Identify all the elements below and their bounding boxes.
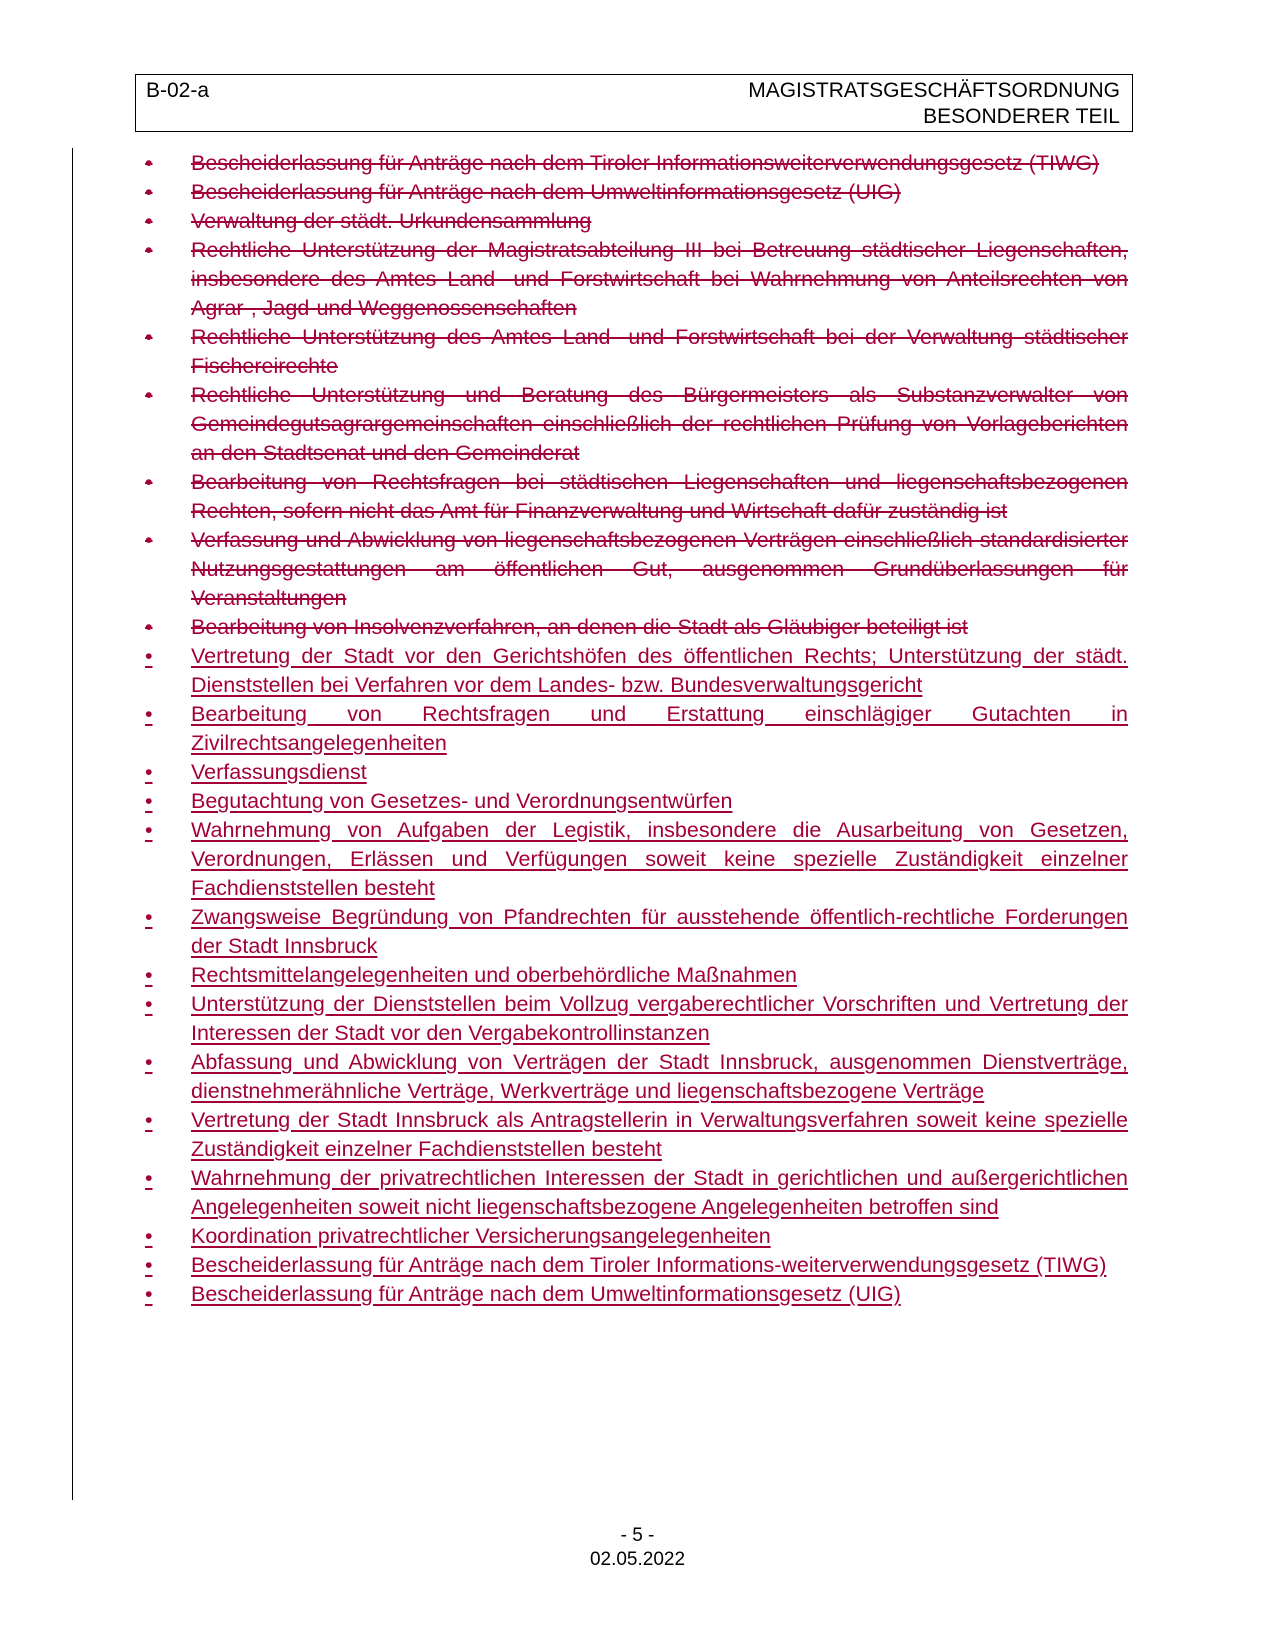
inserted-list-item <box>145 1251 1128 1280</box>
bullet-icon: • <box>145 1108 153 1132</box>
inserted-list-item <box>145 758 1128 787</box>
inserted-item-text: Zwangsweise Begründung von Pfandrechten für ausstehende öffentlich-rechtliche Forderungen der Stadt Innsbruck <box>191 905 1128 958</box>
inserted-item-text: Wahrnehmung der privatrechtlichen Interessen der Stadt in gerichtlichen und außergerichtlichen Angelegenheiten soweit nicht liegenschaftsbezogene Angelegenheiten betroffen sind <box>191 1166 1128 1219</box>
deleted-list-item <box>145 613 1128 642</box>
page-header <box>135 74 1133 132</box>
bullet-icon: • <box>145 789 153 813</box>
bullet-icon: • <box>145 760 153 784</box>
inserted-list-item <box>145 700 1128 758</box>
task-list <box>145 149 1128 1309</box>
page-footer <box>0 1524 1275 1572</box>
bullet-icon: • <box>145 702 153 726</box>
inserted-item-text: Wahrnehmung von Aufgaben der Legistik, insbesondere die Ausarbeitung von Gesetzen, Verordnungen, Erlässen und Verfügungen soweit keine spezielle Zuständigkeit einzelner Fachdienststellen besteht <box>191 818 1128 900</box>
bullet-icon: • <box>145 470 153 494</box>
bullet-icon: • <box>145 1224 153 1248</box>
inserted-item-text: Rechtsmittelangelegenheiten und oberbehördliche Maßnahmen <box>191 963 797 987</box>
inserted-item-text: Abfassung und Abwicklung von Verträgen der Stadt Innsbruck, ausgenommen Dienstverträge, dienstnehmerähnliche Verträge, Werkverträge und liegenschaftsbezogene Verträge <box>191 1050 1128 1103</box>
bullet-icon: • <box>145 1282 153 1306</box>
inserted-list-item <box>145 1280 1128 1309</box>
inserted-list-item <box>145 1222 1128 1251</box>
bullet-icon: • <box>145 383 153 407</box>
inserted-list-item <box>145 1048 1128 1106</box>
bullet-icon: • <box>145 1253 153 1277</box>
deleted-list-item <box>145 526 1128 613</box>
inserted-list-item <box>145 1164 1128 1222</box>
footer-date: 02.05.2022 <box>589 1549 686 1570</box>
inserted-list-item <box>145 1106 1128 1164</box>
change-bar <box>72 148 73 1500</box>
bullet-icon: • <box>145 1050 153 1074</box>
deleted-item-text: Bescheiderlassung für Anträge nach dem Tiroler Informationsweiterverwendungsgesetz (TIWG) <box>191 151 1100 175</box>
document-title-line1: MAGISTRATSGESCHÄFTSORDNUNG <box>748 79 1120 102</box>
bullet-icon: • <box>145 238 153 262</box>
deleted-item-text: Rechtliche Unterstützung und Beratung des Bürgermeisters als Substanzverwalter von Gemeindegutsagrargemeinschaften einschließlich der rechtlichen Prüfung von Vorlageberichten an den Stadtsenat und den Gemeinderat <box>191 383 1128 465</box>
inserted-item-text: Koordination privatrechtlicher Versicherungsangelegenheiten <box>191 1224 771 1248</box>
inserted-list-item <box>145 990 1128 1048</box>
bullet-icon: • <box>145 209 153 233</box>
inserted-item-text: Bescheiderlassung für Anträge nach dem Tiroler Informations-weiterverwendungsgesetz (TIWG) <box>191 1253 1107 1277</box>
bullet-icon: • <box>145 905 153 929</box>
inserted-list-item <box>145 642 1128 700</box>
bullet-icon: • <box>145 151 153 175</box>
inserted-list-item <box>145 816 1128 903</box>
document-title <box>748 78 1120 130</box>
bullet-icon: • <box>145 615 153 639</box>
bullet-icon: • <box>145 963 153 987</box>
bullet-icon: • <box>145 180 153 204</box>
inserted-item-text: Begutachtung von Gesetzes- und Verordnungsentwürfen <box>191 789 733 813</box>
bullet-icon: • <box>145 325 153 349</box>
inserted-item-text: Unterstützung der Dienststellen beim Vollzug vergaberechtlicher Vorschriften und Vertretung der Interessen der Stadt vor den Vergabekontrollinstanzen <box>191 992 1128 1045</box>
deleted-list-item <box>145 323 1128 381</box>
deleted-list-item <box>145 149 1128 178</box>
inserted-item-text: Bescheiderlassung für Anträge nach dem Umweltinformationsgesetz (UIG) <box>191 1282 901 1306</box>
deleted-item-text: Verfassung und Abwicklung von liegenschaftsbezogenen Verträgen einschließlich standardisierter Nutzungsgestattungen am öffentlichen Gut, ausgenommen Grundüberlassungen für Veranstaltungen <box>191 528 1128 610</box>
bullet-icon: • <box>145 528 153 552</box>
inserted-list-item <box>145 787 1128 816</box>
inserted-list-item <box>145 961 1128 990</box>
bullet-icon: • <box>145 992 153 1016</box>
inserted-item-text: Verfassungsdienst <box>191 760 367 784</box>
page-number: - 5 - <box>620 1525 655 1546</box>
document-title-line2: BESONDERER TEIL <box>923 105 1120 128</box>
bullet-icon: • <box>145 818 153 842</box>
deleted-list-item <box>145 207 1128 236</box>
deleted-item-text: Verwaltung der städt. Urkundensammlung <box>191 209 592 233</box>
deleted-item-text: Rechtliche Unterstützung des Amtes Land- und Forstwirtschaft bei der Verwaltung städtischer Fischereirechte <box>191 325 1128 378</box>
inserted-list-item <box>145 903 1128 961</box>
deleted-list-item <box>145 178 1128 207</box>
inserted-item-text: Vertretung der Stadt vor den Gerichtshöfen des öffentlichen Rechts; Unterstützung der städt. Dienststellen bei Verfahren vor dem Landes- bzw. Bundesverwaltungsgericht <box>191 644 1128 697</box>
deleted-list-item <box>145 236 1128 323</box>
bullet-icon: • <box>145 1166 153 1190</box>
deleted-item-text: Bearbeitung von Insolvenzverfahren, an denen die Stadt als Gläubiger beteiligt ist <box>191 615 968 639</box>
deleted-list-item <box>145 381 1128 468</box>
deleted-item-text: Bearbeitung von Rechtsfragen bei städtischen Liegenschaften und liegenschaftsbezogenen Rechten, sofern nicht das Amt für Finanzverwaltung und Wirtschaft dafür zuständig ist <box>191 470 1128 523</box>
inserted-item-text: Vertretung der Stadt Innsbruck als Antragstellerin in Verwaltungsverfahren soweit keine spezielle Zuständigkeit einzelner Fachdienststellen besteht <box>191 1108 1128 1161</box>
inserted-item-text: Bearbeitung von Rechtsfragen und Erstattung einschlägiger Gutachten in Zivilrechtsangelegenheiten <box>191 702 1128 755</box>
document-code: B-02-a <box>146 79 210 102</box>
deleted-item-text: Rechtliche Unterstützung der Magistratsabteilung III bei Betreuung städtischer Liegenschaften, insbesondere des Amtes Land- und Forstwirtschaft bei Wahrnehmung von Anteilsrechten von Agrar-, Jagd-und Weggenossenschaften <box>191 238 1128 320</box>
bullet-icon: • <box>145 644 153 668</box>
deleted-list-item <box>145 468 1128 526</box>
deleted-item-text: Bescheiderlassung für Anträge nach dem Umweltinformationsgesetz (UIG) <box>191 180 901 204</box>
